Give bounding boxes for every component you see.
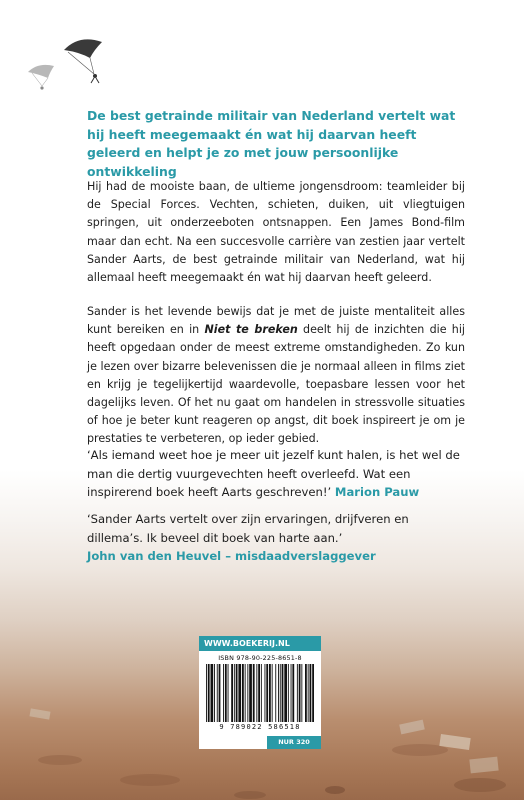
barcode-bar (258, 664, 260, 722)
barcode-bars (206, 664, 314, 722)
barcode-bar (272, 664, 273, 722)
barcode-bar (266, 664, 268, 722)
review-quote-1-text: ‘Als iemand weet hoe je meer uit jezelf kunt halen, is het wel de man die dertig vuurgevechten heeft overleefd. Wat een inspirerend boek heeft Aarts geschreven!’ (87, 448, 460, 499)
review-quote-2-author: John van den Heuvel – misdaadverslaggever (87, 549, 376, 563)
barcode-bar (256, 664, 257, 722)
barcode-bar (305, 664, 307, 722)
nur-label: NUR 320 (267, 736, 321, 749)
review-quote-1 (87, 446, 467, 502)
barcode-bar (245, 664, 246, 722)
barcode-bar (269, 664, 271, 722)
paragraph-intro: Hij had de mooiste baan, de ultieme jongensdroom: teamleider bij de Special Forces. Vechten, schieten, duiken, uit vliegtuigen springen, uit onderzeeboten ontsnappen. Een James Bond-film maar dan echt. Na een succesvolle carrière van zestien jaar vertelt Sander Aarts, de best getrainde militair van Nederland, wat hij allemaal heeft meegemaakt én wat hij daarvan heeft geleerd. (87, 180, 465, 285)
barcode-bar (211, 664, 214, 722)
barcode-bar (217, 664, 218, 722)
barcode-bar (297, 664, 298, 722)
barcode-bar (236, 664, 238, 722)
barcode-bar (206, 664, 207, 722)
parachutists-illustration (24, 28, 134, 98)
barcode-bar (238, 664, 241, 722)
barcode-bar (310, 664, 312, 722)
barcode-bar (249, 664, 252, 722)
barcode-bar (242, 664, 244, 722)
barcode-bar (282, 664, 284, 722)
barcode-bar (292, 664, 294, 722)
barcode-bar (288, 664, 289, 722)
barcode-bar (247, 664, 248, 722)
barcode-bar (261, 664, 262, 722)
barcode-bar (312, 664, 314, 722)
headline: De best getrainde militair van Nederland vertelt wat hij heeft meegemaakt én wat hij daarvan heeft geleerd en helpt je zo met jouw persoonlijke ontwikkeling (87, 108, 456, 179)
review-quote-2 (87, 510, 467, 566)
barcode-number: 9 789022 586518 (219, 723, 301, 731)
barcode-block (199, 636, 321, 749)
barcode-bar (253, 664, 255, 722)
review-quote-1-author: Marion Pauw (334, 485, 420, 499)
publisher-website: WWW.BOEKERIJ.NL (199, 636, 321, 651)
book-title-inline: Niet te breken (204, 323, 298, 337)
barcode-bar (299, 664, 301, 722)
barcode-bar (214, 664, 215, 722)
barcode-bar (278, 664, 279, 722)
barcode-bar (280, 664, 281, 722)
barcode-bar (275, 664, 276, 722)
barcode-bar (208, 664, 210, 722)
barcode-bar (223, 664, 224, 722)
barcode-bar (291, 664, 292, 722)
barcode-bar (234, 664, 235, 722)
barcode-bar (225, 664, 227, 722)
paragraph-book-description (87, 303, 465, 449)
barcode-bar (301, 664, 302, 722)
barcode-bar (284, 664, 287, 722)
barcode-bar (228, 664, 229, 722)
barcode-bar (231, 664, 233, 722)
paragraph-text-before-title: Sander is het levende bewijs dat je met de juiste mentaliteit alles kunt bereiken en in (87, 305, 465, 337)
barcode-bar (308, 664, 309, 722)
review-quote-2-text: ‘Sander Aarts vertelt over zijn ervaringen, drijfveren en dillema’s. Ik beveel dit boek van harte aan.’ (87, 512, 409, 545)
paragraph-text-after-title: deelt hij de inzichten die hij heeft opgedaan onder de meest extreme omstandigheden. Zo kun je lezen over bizarre belevenissen die je normaal alleen in films ziet en krijg je tegelijkertijd waardevolle, toepasbare lessen voor het dagelijks leven. Of het nu gaat om handelen in stressvolle situaties of hoe je beter kunt reageren op angst, dit boek inspireert je om je prestaties te verbeteren, op ieder gebied. (87, 323, 465, 446)
barcode-bar (219, 664, 221, 722)
isbn-label: ISBN 978-90-225-8651-8 (218, 654, 302, 662)
barcode-bar (265, 664, 266, 722)
